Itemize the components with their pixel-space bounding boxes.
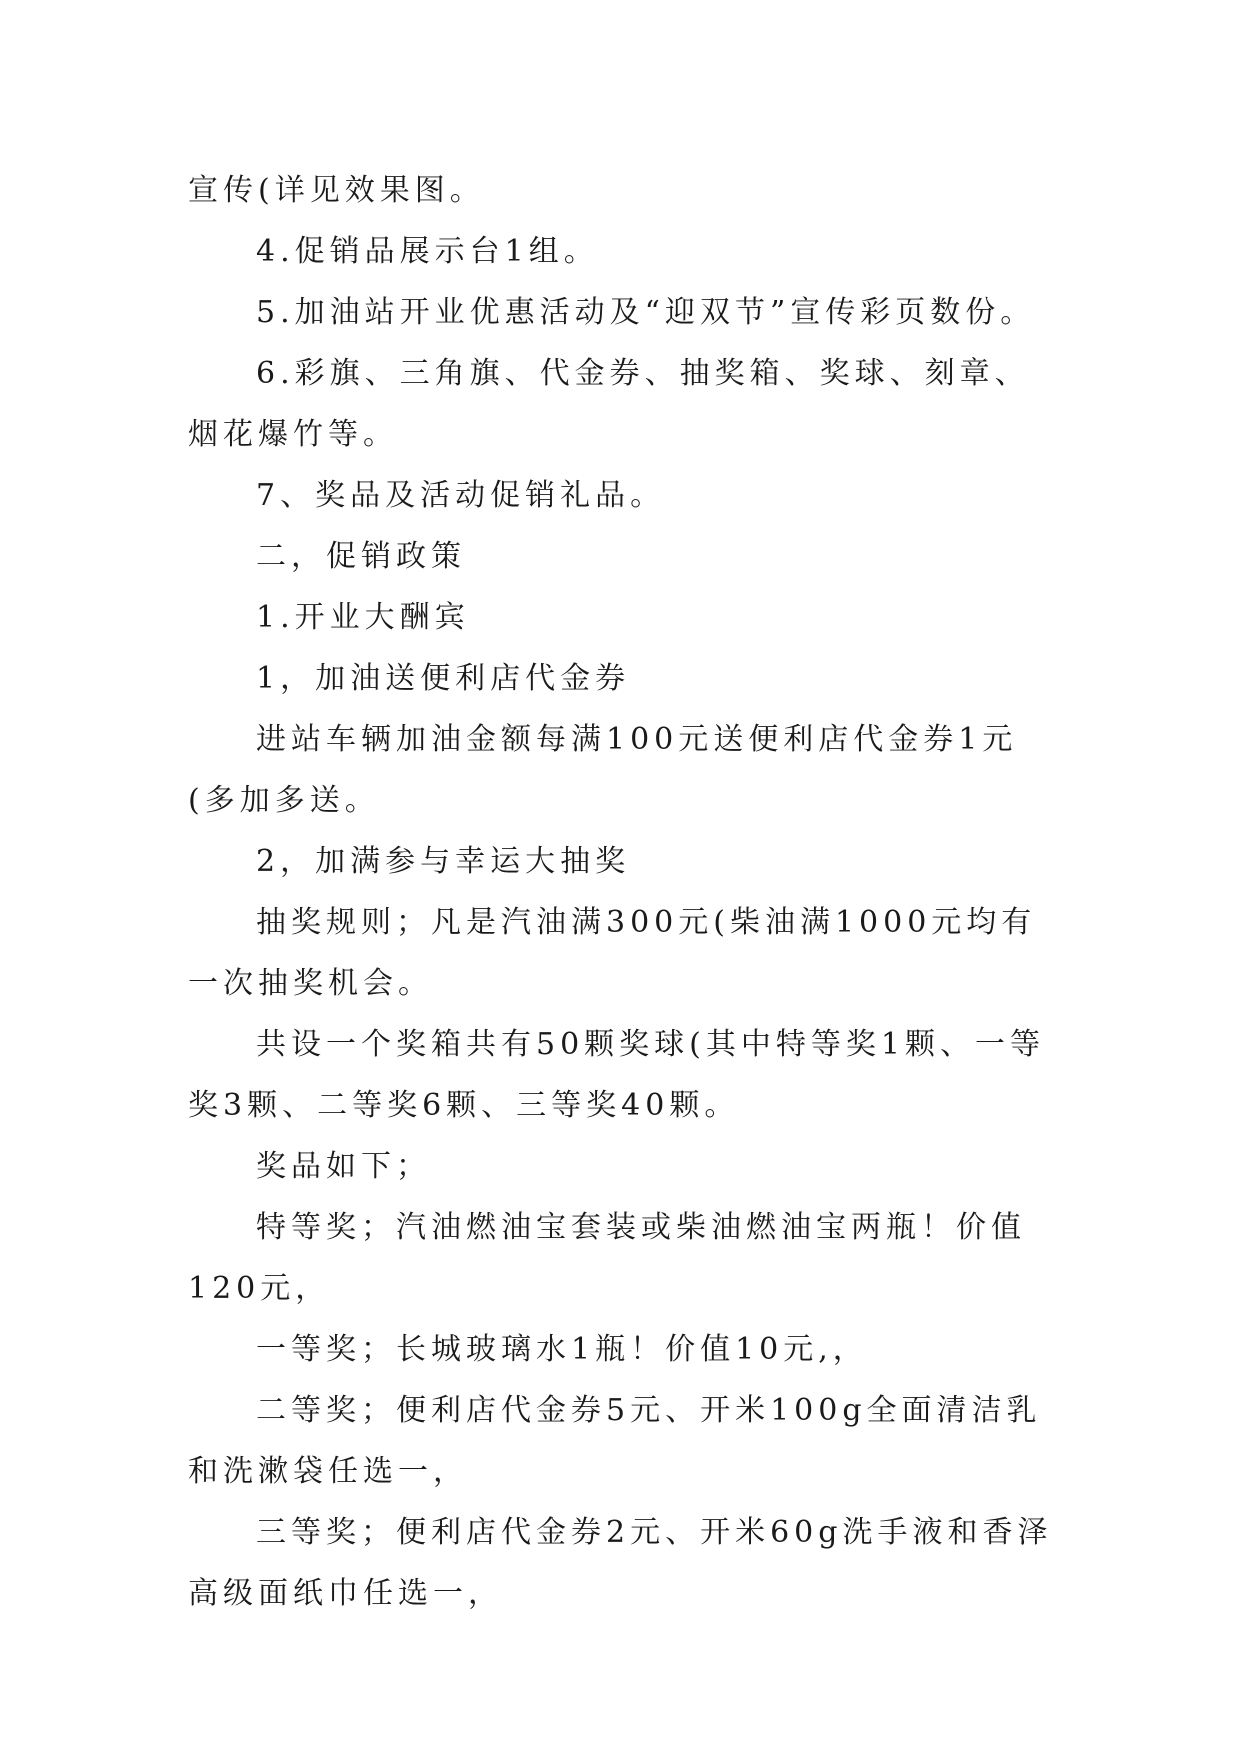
paragraph-special-prize: 特等奖；汽油燃油宝套装或柴油燃油宝两瓶！价值120元， — [188, 1210, 1026, 1306]
paragraph-3: 5.加油站开业优惠活动及“迎双节”宣传彩页数份。 — [256, 295, 1036, 330]
paragraph-1: 宣传(详见效果图。 — [188, 173, 485, 208]
paragraph-5: 7、奖品及活动促销礼品。 — [256, 478, 666, 513]
paragraph-lottery-rule: 抽奖规则；凡是汽油满300元(柴油满1000元均有一次抽奖机会。 — [188, 905, 1037, 1001]
document-body — [188, 160, 1058, 1624]
paragraph-prizes-intro: 奖品如下； — [256, 1149, 431, 1184]
paragraph-2: 4.促销品展示台1组。 — [256, 234, 599, 269]
paragraph-4: 6.彩旗、三角旗、代金券、抽奖箱、奖球、刻章、烟花爆竹等。 — [188, 356, 1030, 452]
item-heading-lottery: 2，加满参与幸运大抽奖 — [256, 844, 631, 879]
paragraph-prize-balls: 共设一个奖箱共有50颗奖球(其中特等奖1颗、一等奖3颗、二等奖6颗、三等奖40颗。 — [188, 1027, 1045, 1123]
item-heading-voucher: 1，加油送便利店代金券 — [256, 661, 631, 696]
paragraph-first-prize: 一等奖；长城玻璃水1瓶！价值10元,， — [256, 1332, 868, 1367]
section-heading-promotion-policy: 二，促销政策 — [256, 539, 466, 574]
subsection-heading-grand-opening: 1.开业大酬宾 — [256, 600, 470, 635]
paragraph-second-prize: 二等奖；便利店代金券5元、开米100g全面清洁乳和洗漱袋任选一， — [188, 1393, 1042, 1489]
paragraph-voucher-rule: 进站车辆加油金额每满100元送便利店代金券1元(多加多送。 — [188, 722, 1018, 818]
paragraph-third-prize: 三等奖；便利店代金券2元、开米60g洗手液和香泽高级面纸巾任选一， — [188, 1515, 1053, 1611]
